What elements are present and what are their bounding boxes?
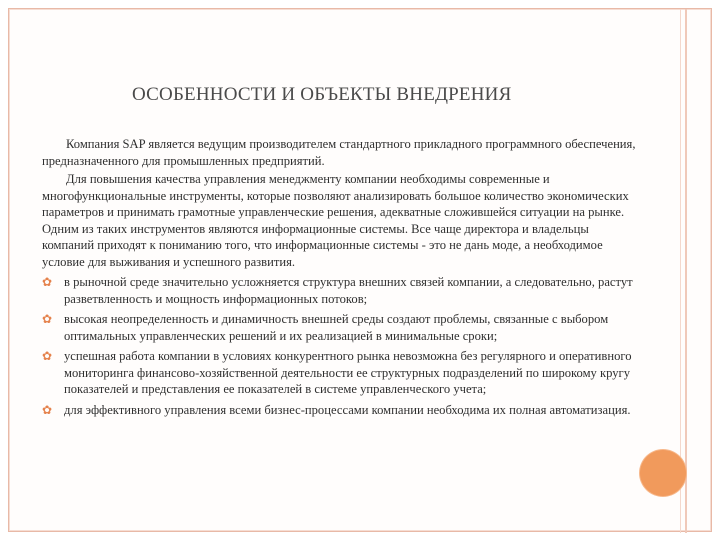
decorative-stripe [685,9,687,533]
flower-bullet-icon: ✿ [42,402,53,417]
list-item [42,274,642,307]
bullet-text: в рыночной среде значительно усложняется структура внешних связей компании, а следовательно, растут разветвленность и мощность информационных потоков; [64,275,633,306]
bullet-list [42,274,642,418]
slide-title: ОСОБЕННОСТИ И ОБЪЕКТЫ ВНЕДРЕНИЯ [132,84,512,105]
list-item [42,311,642,344]
flower-bullet-icon: ✿ [42,349,53,363]
flower-bullet-icon: ✿ [42,312,53,326]
bullet-text: высокая неопределенность и динамичность внешней среды создают проблемы, связанные с выбором оптимальных управленческих решений и их реализацией в минимальные сроки; [64,312,609,343]
paragraph: Компания SAP является ведущим производителем стандартного прикладного программного обеспечения, предназначенного для промышленных предприятий. [42,137,636,168]
list-item [42,348,642,398]
decorative-stripe [680,9,681,533]
flower-bullet-icon: ✿ [42,275,53,289]
decorative-circle [640,450,686,496]
slide-content [42,136,642,422]
list-item [42,402,642,419]
bullet-text: для эффективного управления всеми бизнес-процессами компании необходима их полная автоматизация. [64,402,631,417]
paragraph: Для повышения качества управления менеджменту компании необходимы современные и многофункциональные инструменты, которые позволяют анализировать большое количество экономических параметров и принимать грамотные управленческие решения, адекватные сложившейся ситуации на рынке. Одним из таких инструментов являются информационные системы. Все чаще директора и владельцы компаний приходят к пониманию того, что информационные системы - это не дань моде, а необходимое условие для выживания и успешного развития. [42,172,629,269]
bullet-text: успешная работа компании в условиях конкурентного рынка невозможна без регулярного и оперативного мониторинга финансово-хозяйственной деятельности ее структурных подразделений по широкому кругу показателей и представления ее показателей в системе управленческого учета; [64,349,632,396]
